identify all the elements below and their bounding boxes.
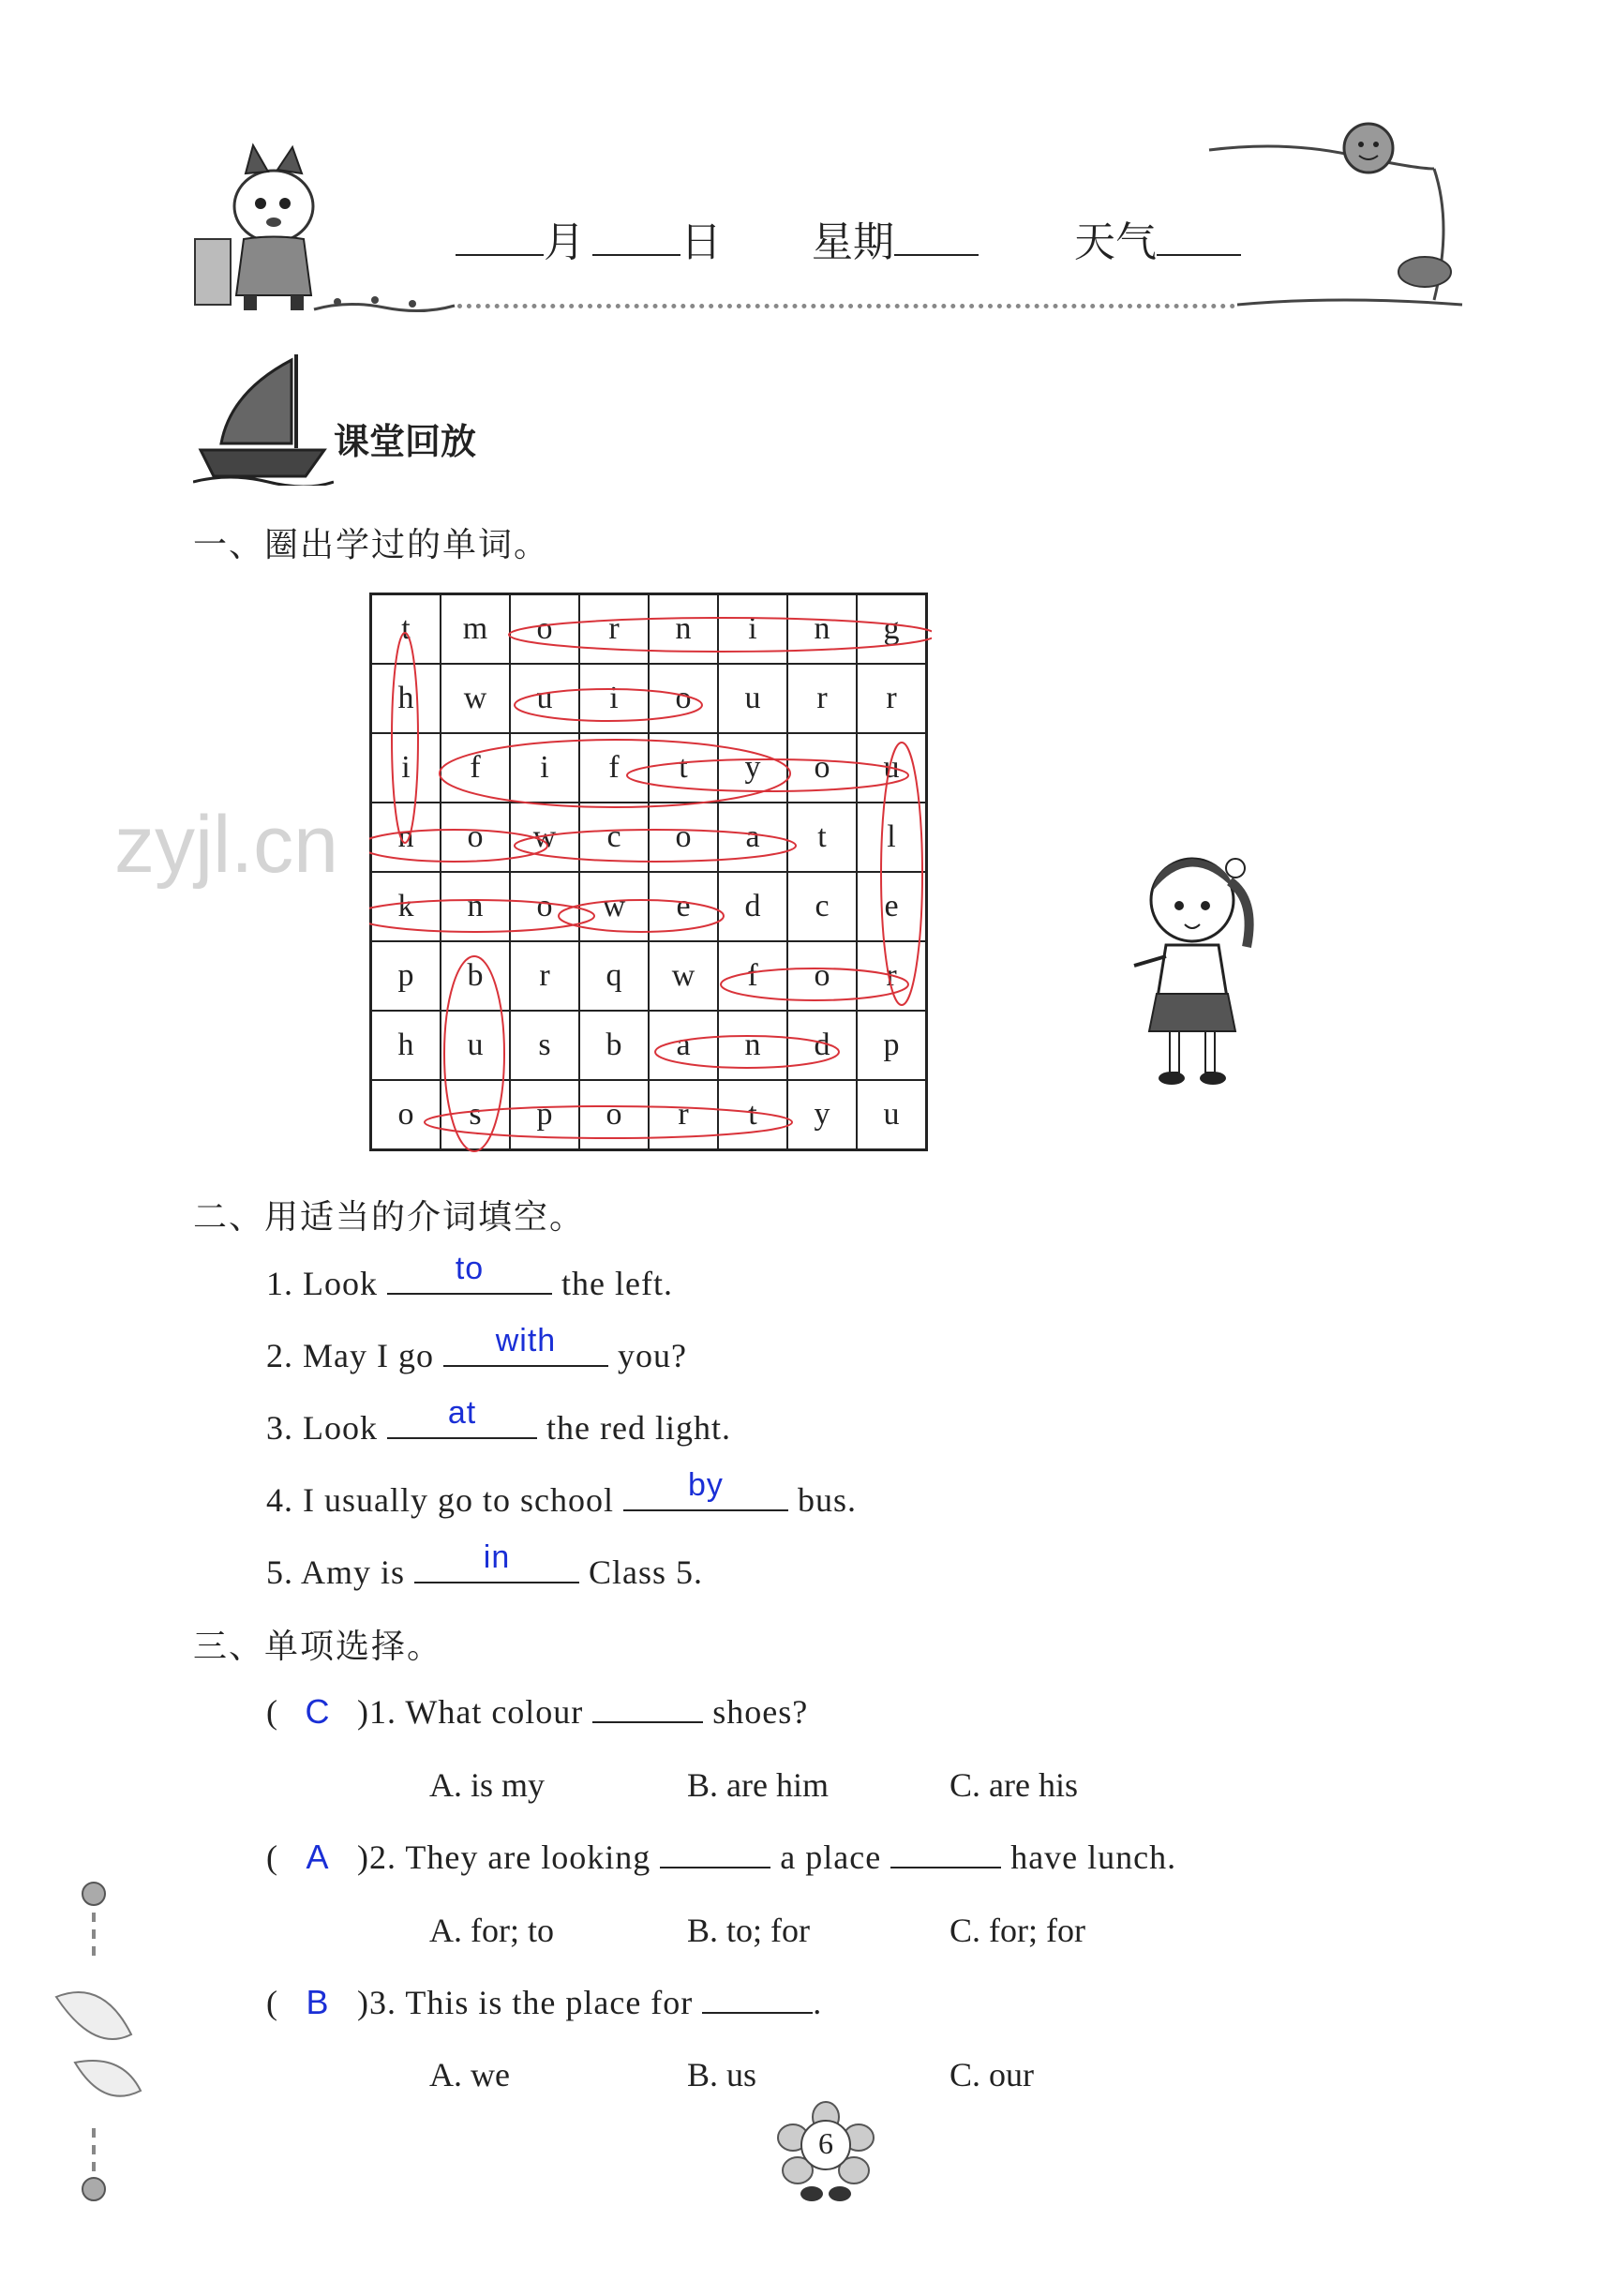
question-text: a place	[780, 1838, 882, 1876]
option-a: A. for; to	[429, 1912, 554, 1949]
grid-cell[interactable]: o	[510, 594, 579, 665]
grid-cell[interactable]: l	[857, 803, 927, 872]
day-blank[interactable]	[592, 254, 680, 256]
grid-cell[interactable]: i	[718, 594, 787, 665]
circle-know	[369, 900, 594, 932]
question-text: .	[813, 1984, 823, 2021]
item-text-after: you?	[617, 1337, 687, 1374]
circle-sport	[425, 1106, 792, 1138]
item-text-before: Look	[303, 1265, 378, 1302]
header-dotted-divider	[457, 304, 1235, 308]
circle-you	[627, 759, 908, 791]
item-text-before: Look	[303, 1409, 378, 1447]
item-number: 2.	[266, 1337, 293, 1374]
grid-cell[interactable]: c	[787, 872, 857, 941]
item-text-after: the red light.	[546, 1409, 731, 1447]
fill-item-5	[266, 1539, 704, 1592]
grid-cell[interactable]: u	[441, 1011, 510, 1080]
grid-cell[interactable]: t	[787, 803, 857, 872]
girl-illustration	[1125, 844, 1265, 1106]
answer-text: to	[455, 1251, 485, 1286]
grid-cell[interactable]: p	[510, 1080, 579, 1150]
question-text: They are looking	[405, 1838, 651, 1876]
option-a: A. is my	[429, 1766, 546, 1804]
grid-cell[interactable]: f	[441, 733, 510, 803]
circle-morning	[509, 618, 932, 652]
month-blank[interactable]	[456, 254, 544, 256]
grid-cell[interactable]: t	[371, 594, 441, 665]
answer-blank[interactable]	[387, 1395, 537, 1439]
grid-cell[interactable]: n	[718, 1011, 787, 1080]
grid-cell[interactable]: o	[787, 941, 857, 1011]
item-text-before: I usually go to school	[303, 1481, 614, 1519]
grid-cell[interactable]: o	[649, 803, 718, 872]
answer-text: in	[483, 1539, 511, 1575]
fill-item-1	[266, 1251, 673, 1303]
grid-cell[interactable]: b	[579, 1011, 649, 1080]
grid-cell[interactable]: u	[857, 733, 927, 803]
paren-open: (	[266, 1984, 278, 2021]
choice-question-1	[266, 1692, 808, 1732]
circle-for	[721, 968, 908, 1000]
grid-cell[interactable]: o	[371, 1080, 441, 1150]
grid-cell[interactable]: b	[441, 941, 510, 1011]
item-text-after: bus.	[797, 1481, 857, 1519]
question-number: )1.	[357, 1693, 396, 1731]
option-c: C. are his	[950, 1766, 1078, 1804]
circle-thin	[392, 633, 418, 843]
grid-cell[interactable]: r	[649, 1080, 718, 1150]
word-circles-overlay	[369, 593, 932, 1155]
weekday-blank[interactable]	[894, 254, 979, 256]
sun-vine-decoration	[1200, 113, 1472, 319]
grid-cell[interactable]: f	[718, 941, 787, 1011]
fill-item-3	[266, 1395, 731, 1448]
grid-cell[interactable]: e	[857, 872, 927, 941]
grid-cell[interactable]: e	[649, 872, 718, 941]
grid-cell[interactable]: p	[857, 1011, 927, 1080]
answer-blank[interactable]	[387, 1251, 552, 1295]
grid-cell[interactable]: r	[857, 664, 927, 733]
option-b: B. are him	[687, 1766, 829, 1804]
date-weekday	[812, 208, 979, 268]
grid-cell[interactable]: t	[718, 1080, 787, 1150]
grid-cell[interactable]: c	[579, 803, 649, 872]
question-blank	[660, 1867, 770, 1868]
question-text: This is the place for	[405, 1984, 694, 2021]
grid-cell[interactable]: w	[441, 664, 510, 733]
circle-bus	[444, 956, 504, 1151]
grid-cell[interactable]: f	[579, 733, 649, 803]
banner-title: 课堂回放	[334, 421, 477, 462]
grid-cell[interactable]: d	[718, 872, 787, 941]
watermark-text: zyjl.cn	[114, 800, 338, 890]
grid-cell[interactable]: i	[510, 733, 579, 803]
grid-cell[interactable]: y	[718, 733, 787, 803]
grid-cell[interactable]: i	[579, 664, 649, 733]
item-text-after: the left.	[561, 1265, 673, 1302]
section2-title: 二、用适当的介词填空。	[193, 1198, 586, 1237]
grid-cell[interactable]: n	[441, 872, 510, 941]
day-label: 日	[680, 218, 722, 266]
grid-cell[interactable]: o	[649, 664, 718, 733]
grid-cell[interactable]: i	[371, 733, 441, 803]
choice-answer[interactable]: A	[306, 1838, 330, 1876]
answer-text: by	[688, 1467, 724, 1503]
grid-cell[interactable]: o	[441, 803, 510, 872]
question-text: What colour	[405, 1693, 584, 1731]
grid-cell[interactable]: o	[510, 872, 579, 941]
grid-cell[interactable]: r	[857, 941, 927, 1011]
question-text: have lunch.	[1010, 1838, 1177, 1876]
circle-we	[559, 900, 724, 932]
grid-cell[interactable]: m	[441, 594, 510, 665]
section1-title: 一、圈出学过的单词。	[193, 526, 550, 564]
section3-title: 三、单项选择。	[193, 1628, 443, 1666]
item-text-before: May I go	[303, 1337, 434, 1374]
answer-text: at	[447, 1395, 477, 1431]
grid-cell[interactable]: w	[510, 803, 579, 872]
vine-left-decoration	[309, 281, 459, 319]
question-blank	[592, 1721, 703, 1723]
choice-question-3	[266, 1983, 822, 2022]
fill-item-2	[266, 1323, 687, 1375]
grid-cell[interactable]: p	[371, 941, 441, 1011]
choice-question-2	[266, 1838, 1176, 1877]
grid-cell[interactable]: s	[441, 1080, 510, 1150]
grid-cell[interactable]: s	[510, 1011, 579, 1080]
grid-cell[interactable]: g	[857, 594, 927, 665]
sailboat-rabbit-illustration	[193, 345, 334, 486]
grid-cell[interactable]: a	[718, 803, 787, 872]
circle-ruler	[881, 743, 922, 1005]
grid-cell[interactable]: d	[787, 1011, 857, 1080]
item-number: 1.	[266, 1265, 293, 1302]
shell-margin-decoration	[47, 1875, 159, 2213]
grid-cell[interactable]: o	[787, 733, 857, 803]
grid-cell[interactable]: u	[718, 664, 787, 733]
question-text: shoes?	[712, 1693, 809, 1731]
option-a: A. we	[429, 2056, 510, 2093]
answer-text: with	[495, 1323, 557, 1358]
grid-cell[interactable]: h	[371, 664, 441, 733]
question-blank	[702, 2012, 813, 2014]
grid-cell[interactable]: u	[857, 1080, 927, 1150]
answer-blank[interactable]	[414, 1539, 579, 1583]
item-text-after: Class 5.	[589, 1553, 704, 1591]
option-c: C. our	[950, 2056, 1034, 2093]
circle-now	[369, 830, 547, 862]
item-text-before: Amy is	[301, 1553, 406, 1591]
paren-open: (	[266, 1838, 278, 1876]
page-number: 6	[818, 2126, 833, 2160]
item-number: 4.	[266, 1481, 293, 1519]
weekday-label: 星期	[812, 218, 894, 266]
option-b: B. us	[687, 2056, 757, 2093]
circle-fifty	[440, 740, 790, 807]
month-label: 月	[544, 218, 585, 266]
grid-cell[interactable]: n	[371, 803, 441, 872]
grid-cell[interactable]: u	[510, 664, 579, 733]
grid-cell[interactable]: n	[787, 594, 857, 665]
choice-answer[interactable]: B	[306, 1983, 330, 2021]
grid-cell[interactable]: t	[649, 733, 718, 803]
question-number: )2.	[357, 1838, 396, 1876]
grid-cell[interactable]: n	[649, 594, 718, 665]
grid-cell[interactable]: h	[371, 1011, 441, 1080]
question-blank	[890, 1867, 1001, 1868]
grid-cell[interactable]: w	[579, 872, 649, 941]
grid-cell[interactable]: a	[649, 1011, 718, 1080]
item-number: 3.	[266, 1409, 293, 1447]
grid-cell[interactable]: r	[787, 664, 857, 733]
question-number: )3.	[357, 1984, 396, 2021]
grid-cell[interactable]: y	[787, 1080, 857, 1150]
grid-cell[interactable]: k	[371, 872, 441, 941]
paren-open: (	[266, 1693, 278, 1731]
date-day	[592, 208, 722, 268]
answer-blank[interactable]	[443, 1323, 608, 1367]
grid-cell[interactable]: q	[579, 941, 649, 1011]
circle-coat	[515, 830, 796, 862]
grid-cell[interactable]: r	[579, 594, 649, 665]
grid-cell[interactable]: o	[579, 1080, 649, 1150]
weather-label: 天气	[1074, 218, 1157, 266]
fill-item-4	[266, 1467, 857, 1520]
circle-and	[655, 1036, 839, 1068]
date-month	[456, 208, 585, 268]
item-number: 5.	[266, 1553, 293, 1591]
answer-blank[interactable]	[623, 1467, 788, 1511]
grid-cell[interactable]: w	[649, 941, 718, 1011]
choice-answer[interactable]: C	[305, 1692, 331, 1731]
option-c: C. for; for	[950, 1912, 1085, 1949]
circle-our	[515, 689, 702, 721]
option-b: B. to; for	[687, 1912, 810, 1949]
grid-cell[interactable]: r	[510, 941, 579, 1011]
